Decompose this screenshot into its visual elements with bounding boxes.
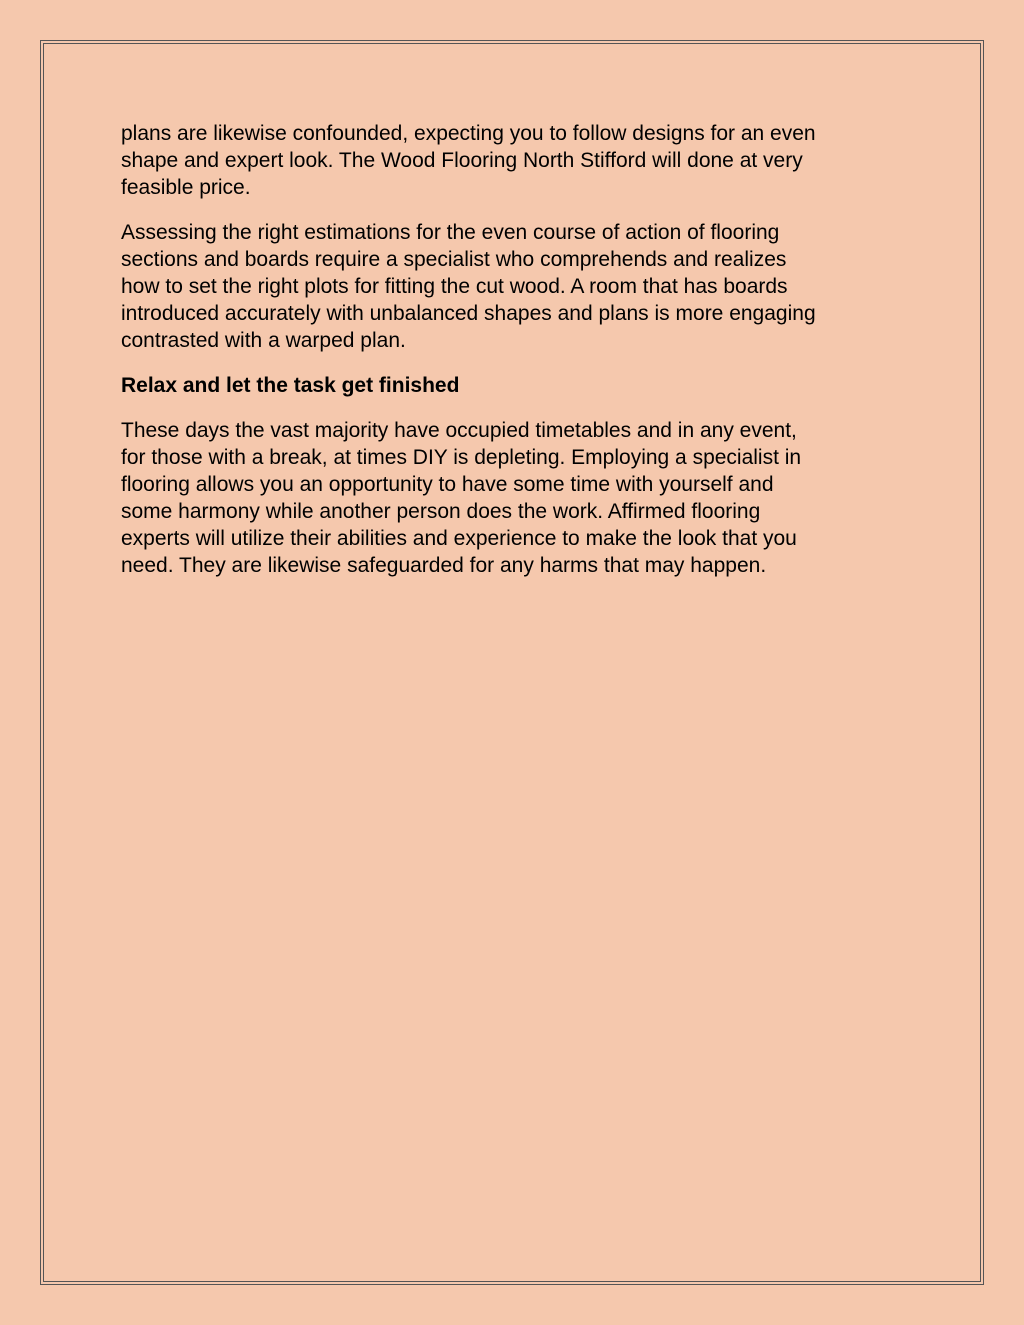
paragraph-estimations: Assessing the right estimations for the even course of action of flooring sections and boards require a specialist who comprehends and realizes how to set the right plots for fitting the cut wood. A room that has boards introduced accurately with unbalanced shapes and plans is more engaging contrasted with a warped plan. [121, 221, 816, 352]
paragraph-pricing: plans are likewise confounded, expecting you to follow designs for an even shape and expert look. The Wood Flooring North Stifford will done at very feasible price. [121, 122, 816, 199]
section-heading: Relax and let the task get finished [121, 374, 460, 397]
paragraph-closing: These days the vast majority have occupied timetables and in any event, for those with a break, at times DIY is depleting. Employing a specialist in flooring allows you an opportunity to have some time with yourself and some harmony while another person does the work. Affirmed flooring experts will utilize their abilities and experience to make the look that you need. They are likewise safeguarded for any harms that may happen. [121, 419, 802, 577]
document-body [121, 120, 911, 597]
